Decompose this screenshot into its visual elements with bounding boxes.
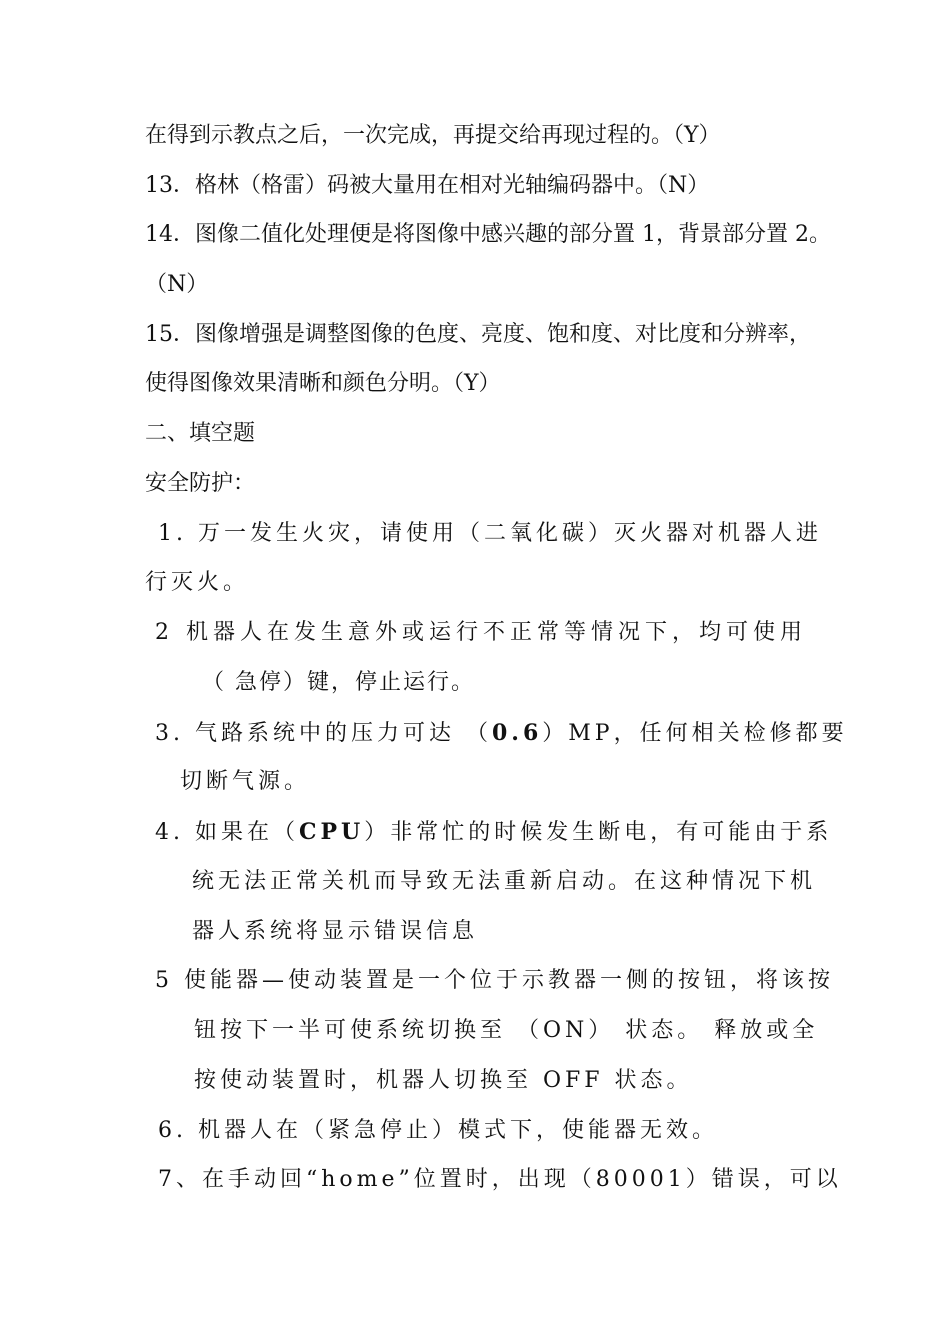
text-line-22: 7、在手动回“home”位置时，出现（80001）错误，可以 bbox=[158, 1167, 842, 1192]
bold-value: 0.6 bbox=[491, 720, 543, 746]
text-span: ）MP，任何相关检修都要 bbox=[542, 721, 848, 746]
subsection-heading: 安全防护： bbox=[145, 471, 256, 496]
text-line-10: 行灭火。 bbox=[145, 570, 250, 595]
section-heading: 二、填空题 bbox=[145, 421, 256, 446]
text-line-5: 15．图像增强是调整图像的色度、亮度、饱和度、对比度和分辨率， bbox=[145, 322, 811, 347]
text-line-17: 器人系统将显示错误信息 bbox=[192, 919, 479, 944]
text-line-19: 钮按下一半可使系统切换至 （ON） 状态。 释放或全 bbox=[194, 1018, 819, 1043]
text-line-9: 1. 万一发生火灾，请使用（二氧化碳）灭火器对机器人进 bbox=[158, 521, 822, 546]
text-span: 4. 如果在（ bbox=[155, 820, 299, 845]
text-line-14: 切断气源。 bbox=[180, 769, 311, 794]
text-line-4: （N） bbox=[145, 272, 209, 297]
text-span: ）非常忙的时候发生断电，有可能由于系 bbox=[364, 820, 833, 845]
text-line-15 bbox=[155, 817, 832, 848]
text-line-3: 14．图像二值化处理便是将图像中感兴趣的部分置 1，背景部分置 2。 bbox=[145, 222, 831, 247]
text-line-1: 在得到示教点之后，一次完成，再提交给再现过程的。（Y） bbox=[145, 123, 721, 148]
text-line-16: 统无法正常关机而导致无法重新启动。在这种情况下机 bbox=[192, 869, 817, 894]
text-line-11: 2 机器人在发生意外或运行不正常等情况下，均可使用 bbox=[155, 620, 807, 645]
text-span: 3. 气路系统中的压力可达 （ bbox=[155, 721, 492, 746]
text-line-21: 6. 机器人在（紧急停止）模式下，使能器无效。 bbox=[158, 1118, 718, 1143]
text-line-2: 13．格林（格雷）码被大量用在相对光轴编码器中。（N） bbox=[145, 173, 710, 198]
bold-value: CPU bbox=[298, 819, 365, 845]
text-line-18: 5 使能器—使动装置是一个位于示教器一侧的按钮，将该按 bbox=[155, 968, 834, 993]
text-line-20: 按使动装置时，机器人切换至 OFF 状态。 bbox=[194, 1068, 693, 1093]
text-line-13 bbox=[155, 718, 848, 749]
text-line-6: 使得图像效果清晰和颜色分明。（Y） bbox=[145, 371, 501, 396]
text-line-12: （ 急停）键，停止运行。 bbox=[202, 670, 475, 695]
